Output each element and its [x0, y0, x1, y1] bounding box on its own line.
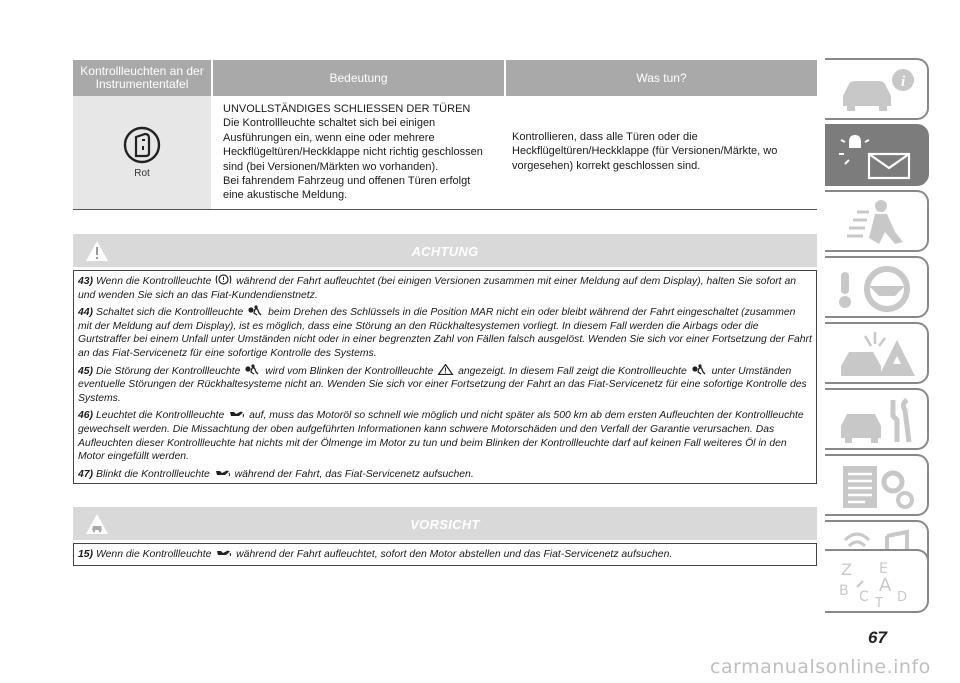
svg-text:i: i — [901, 74, 906, 90]
page-number: 67 — [868, 628, 887, 647]
svg-text:T: T — [875, 596, 883, 607]
maintenance-icon — [835, 396, 919, 446]
achtung-header — [73, 234, 817, 267]
header-warning-lights: Kontrollleuchten an der Instrumententafel — [73, 60, 211, 96]
nav-tab-index[interactable] — [825, 549, 929, 613]
meaning-line: Heckflügeltüren/Heckklappe nicht richtig geschlossen — [223, 146, 483, 159]
meaning-line: Bei fahrendem Fahrzeug und offenen Türen erfolgt — [223, 175, 471, 188]
nav-tab-starting-driving[interactable] — [825, 256, 929, 318]
vorsicht-title: VORSICHT — [410, 517, 480, 532]
note-47: 47) Blinkt die Kontrollleuchte während der Fahrt, das Fiat-Servicenetz aufsuchen. — [78, 468, 474, 480]
nav-tab-maintenance[interactable] — [825, 388, 929, 450]
emergency-icon — [835, 330, 919, 380]
airbag-icon — [244, 364, 261, 375]
nav-tab-emergency[interactable] — [825, 322, 929, 384]
nav-tab-safety[interactable] — [825, 190, 929, 252]
engine-oil-icon — [214, 467, 231, 478]
vorsicht-notes — [73, 543, 817, 566]
light-color-label: Rot — [134, 168, 150, 179]
nav-tab-vehicle-info[interactable] — [825, 58, 929, 120]
index-icon — [835, 557, 919, 607]
airbag-icon — [247, 305, 264, 316]
technical-data-icon — [835, 462, 919, 512]
header-action: Was tun? — [506, 60, 817, 96]
note-45: 45) Die Störung der Kontrollleuchte wird vom Blinken der Kontrollleuchte angezeigt. In diesem Fall zeigt die Kontrollleuchte unter Umständen eventuelle Störungen der Rückhaltesysteme nicht an. Wenden Sie sich vor einer Fortsetzung der Fahrt an das Fiat-Servicenetz für eine sofortige Kontrolle des Systems. — [78, 365, 807, 404]
achtung-notes — [73, 270, 817, 484]
meaning-line: eine akustische Meldung. — [223, 189, 348, 202]
car-info-icon — [835, 66, 919, 116]
action-cell — [506, 96, 817, 209]
note-46: 46) Leuchtet die Kontrollleuchte auf, muss das Motoröl so schnell wie möglich und nicht später als 500 km ab dem ersten Aufleuchten der Kontrollleuchte gewechselt werden. Die Missachtung der oben aufgeführten Informationen kann schwere Motorschäden und den Verfall der Garantie verursachen. Das Aufleuchten dieser Kontrollleuchte hat nichts mit der Ölmenge im Motor zu tun und beim Blinken der Kontrollleuchte darf auf keinen Fall weiteres Öl in den Motor eingefüllt werden. — [78, 410, 804, 463]
action-line: Heckflügeltüren/Heckklappe (für Versionen/Märkte, wo — [512, 145, 778, 158]
table-row — [73, 96, 817, 210]
general-warning-icon — [437, 364, 454, 375]
note-43: 43) Wenn die Kontrollleuchte während der Fahrt aufleuchtet (bei einigen Versionen zusammen mit einer Meldung auf dem Display), halten Sie sofort an und wenden Sie sich an das Fiat-Kundendienstnetz. — [78, 276, 797, 301]
header-meaning: Bedeutung — [213, 60, 504, 96]
meaning-line: sind (bei Versionen/Märkten wo vorhanden). — [223, 160, 439, 173]
action-line: Kontrollieren, dass alle Türen oder die — [512, 131, 698, 143]
note-44: 44) Schaltet sich die Kontrollleuchte beim Drehen des Schlüssels in die Position MAR nicht ein oder bleibt während der Fahrt eingeschaltet (zusammen mit der Meldung auf dem Display), ist es möglich, dass eine Störung an den Rückhaltesystemen vorliegt. In diesem Fall werden die Airbags oder die Gurtstraffer bei einem Unfall unter Umständen nicht oder in einer begrenzten Zahl von Fällen falsch ausgelöst. Wenden Sie sich vor einer Fortsetzung der Fahrt an das Fiat-Servicenetz für eine sofortige Kontrolle des Systems. — [78, 307, 812, 359]
svg-text:Z: Z — [841, 560, 852, 579]
door-open-icon — [123, 126, 161, 164]
engine-oil-icon — [215, 547, 232, 558]
action-line: vorgesehen) korrekt geschlossen sind. — [512, 159, 701, 172]
table-header — [73, 60, 817, 96]
svg-text:D: D — [897, 590, 908, 605]
engine-oil-icon — [228, 408, 245, 419]
meaning-title: UNVOLLSTÄNDIGES SCHLIESSEN DER TÜREN — [223, 103, 471, 115]
meaning-cell — [213, 96, 504, 209]
meaning-line: Ausführungen ein, wenn eine oder mehrere — [223, 131, 435, 144]
svg-text:A: A — [879, 575, 892, 596]
warning-light-table — [73, 60, 817, 210]
warning-lights-icon — [835, 132, 919, 182]
warning-light-cell — [73, 96, 211, 209]
watermark: carmanualsonline.info — [710, 656, 931, 678]
steering-icon — [835, 264, 919, 314]
nav-tab-technical-data[interactable] — [825, 454, 929, 516]
svg-text:E: E — [879, 561, 888, 577]
svg-text:C: C — [859, 589, 869, 605]
svg-text:B: B — [839, 583, 849, 599]
meaning-line: Die Kontrollleuchte schaltet sich bei einigen — [223, 117, 436, 130]
oil-pressure-warning-icon — [215, 274, 232, 285]
vorsicht-header — [73, 507, 817, 540]
nav-tab-warning-lights[interactable] — [825, 124, 929, 186]
airbag-icon — [691, 364, 708, 375]
safety-airbag-icon — [835, 198, 919, 248]
achtung-title: ACHTUNG — [411, 244, 479, 259]
note-15: 15) Wenn die Kontrollleuchte während der Fahrt aufleuchtet, sofort den Motor abstellen und das Fiat-Servicenetz aufsuchen. — [78, 549, 673, 560]
